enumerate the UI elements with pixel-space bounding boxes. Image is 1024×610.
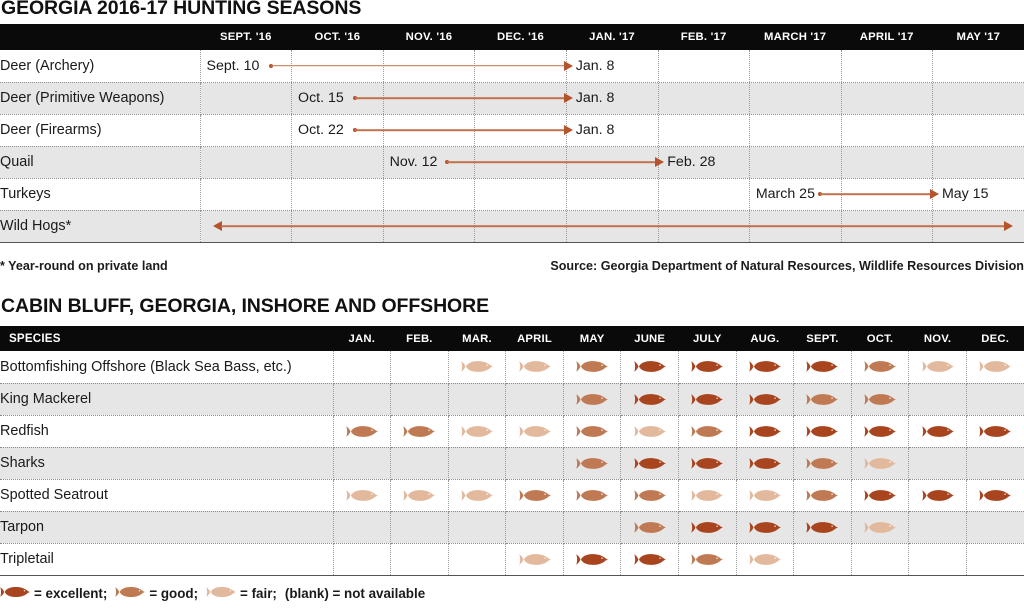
fishing-rating-cell [448,351,506,383]
month-gridline [201,115,293,146]
month-gridline [292,83,384,114]
hunting-row-label: Deer (Archery) [0,50,200,82]
fishing-rating-cell [966,447,1024,479]
fish-fair-icon [206,586,240,601]
fishing-rating-cell [909,415,967,447]
fishing-rating-cell [794,351,852,383]
month-gridline [567,50,659,82]
fishing-rating-cell [391,479,449,511]
fishing-rating-cell [909,511,967,543]
legend-excellent [0,586,115,601]
month-gridlines [201,83,1024,114]
fishing-rating-cell [563,479,621,511]
hunting-row-label: Turkeys [0,178,200,210]
fishing-rating-cell [506,479,564,511]
fishing-rating-cell [563,383,621,415]
fishing-rating-cell [506,543,564,575]
fishing-rating-cell [851,351,909,383]
month-gridline [201,147,293,178]
fishing-row [0,479,1024,511]
fish-good-icon [864,393,896,410]
fish-excellent-icon [691,521,723,538]
fishing-row [0,511,1024,543]
month-gridlines [201,115,1024,146]
fish-fair-icon [403,489,435,506]
season-end-label: Jan. 8 [575,122,615,138]
month-gridline [292,211,384,242]
fishing-table-body [0,351,1024,575]
month-gridline [659,179,751,210]
hunting-month-6: MARCH '17 [764,31,827,43]
month-gridline [659,50,751,82]
fishing-rating-cell [333,415,391,447]
month-gridline [475,211,567,242]
hunting-month-3: DEC. '16 [496,31,544,43]
fishing-rating-cell [678,511,736,543]
fishing-calendar-table [0,326,1024,576]
fish-fair-icon [749,553,781,570]
fishing-rating-cell [621,543,679,575]
fishing-section-title: CABIN BLUFF, GEORGIA, INSHORE AND OFFSHORE [1,295,490,317]
hunting-row-label: Deer (Primitive Weapons) [0,82,200,114]
fish-excellent-icon [634,393,666,410]
fishing-rating-cell [794,383,852,415]
fish-excellent-icon [922,425,954,442]
fishing-rating-cell [678,447,736,479]
month-gridlines [201,50,1024,82]
month-gridline [384,83,476,114]
fishing-rating-cell [448,479,506,511]
fishing-rating-cell [448,543,506,575]
fishing-rating-cell [333,383,391,415]
fish-good-icon [806,489,838,506]
fishing-rating-cell [966,351,1024,383]
fishing-rating-cell [448,415,506,447]
fish-excellent-icon [634,457,666,474]
hunting-month-1: OCT. '16 [314,31,361,43]
fishing-row [0,351,1024,383]
fish-excellent-icon [749,457,781,474]
hunting-month-strip [200,24,1024,50]
hunting-months-header [200,24,1024,50]
fishing-rating-cell [506,511,564,543]
month-gridline [750,179,842,210]
fishing-rating-cell [506,415,564,447]
month-gridline [750,83,842,114]
fishing-rating-cell [794,479,852,511]
fishing-rating-cell [621,351,679,383]
fishing-row [0,447,1024,479]
fishing-month-5: JUNE [621,326,679,351]
fishing-month-9: OCT. [851,326,909,351]
month-gridline [201,83,293,114]
month-gridline [475,50,567,82]
month-gridline [384,179,476,210]
fish-fair-icon [346,489,378,506]
hunting-month-7: APRIL '17 [859,31,914,43]
fishing-row [0,543,1024,575]
month-gridline [475,179,567,210]
fish-excellent-icon [634,553,666,570]
hunting-table-body [0,50,1024,242]
hunting-notes [0,259,1024,273]
month-gridline [292,147,384,178]
fishing-rating-cell [391,415,449,447]
season-end-label: Jan. 8 [575,57,615,74]
month-gridline [201,179,293,210]
fishing-rating-cell [333,479,391,511]
season-start-label: Sept. 10 [206,57,260,74]
month-gridlines [201,147,1024,178]
fishing-rating-cell [448,511,506,543]
hunting-row [0,50,1024,82]
hunting-month-2: NOV. '16 [405,31,453,43]
month-gridline [567,211,659,242]
fish-excellent-icon [691,457,723,474]
fishing-species-name: Spotted Seatrout [0,479,333,511]
hunting-header-row [0,24,1024,50]
month-gridline [659,83,751,114]
fish-fair-icon [519,553,551,570]
month-gridline [384,211,476,242]
fishing-rating-cell [506,447,564,479]
season-end-label: May 15 [941,186,989,202]
month-gridline [750,50,842,82]
fish-fair-icon [461,489,493,506]
month-gridline [842,83,934,114]
month-gridlines [201,179,1024,210]
month-gridline [384,50,476,82]
month-gridline [750,115,842,146]
hunting-section-title: GEORGIA 2016-17 HUNTING SEASONS [1,0,362,19]
fish-good-icon [115,586,149,601]
fish-fair-icon [691,489,723,506]
fishing-rating-cell [563,351,621,383]
fishing-rating-cell [794,447,852,479]
fishing-species-name: King Mackerel [0,383,333,415]
hunting-row-label: Deer (Firearms) [0,114,200,146]
month-gridline [384,115,476,146]
season-start-label: March 25 [755,186,815,202]
fishing-rating-cell [621,383,679,415]
month-gridline [933,211,1024,242]
fishing-month-8: SEPT. [794,326,852,351]
fishing-rating-cell [621,479,679,511]
fish-fair-icon [749,489,781,506]
hunting-footnote: * Year-round on private land [0,259,168,273]
fishing-rating-cell [966,543,1024,575]
month-gridline [933,50,1024,82]
fishing-rating-cell [736,415,794,447]
fishing-species-name: Redfish [0,415,333,447]
fish-good-icon [576,360,608,377]
month-gridline [567,147,659,178]
fishing-rating-cell [333,511,391,543]
fish-fair-icon [864,521,896,538]
month-gridline [842,211,934,242]
hunting-month-0: SEPT. '16 [219,31,272,43]
fishing-rating-cell [678,383,736,415]
month-gridline [292,179,384,210]
fish-excellent-icon [979,489,1011,506]
fishing-rating-cell [794,511,852,543]
hunting-seasons-table [0,24,1024,243]
legend-good-label: = good; [149,586,199,601]
fish-excellent-icon [0,586,34,601]
fishing-rating-cell [736,543,794,575]
hunting-row-timeline [200,178,1024,210]
fishing-month-0: JAN. [333,326,391,351]
fishing-rating-cell [966,383,1024,415]
fishing-rating-cell [736,479,794,511]
fish-fair-icon [519,425,551,442]
season-end-label: Jan. 8 [575,90,615,106]
fishing-rating-cell [851,383,909,415]
month-gridline [659,115,751,146]
fish-excellent-icon [691,393,723,410]
season-end-label: Feb. 28 [667,154,716,170]
fishing-month-3: APRIL [506,326,564,351]
fishing-rating-cell [563,447,621,479]
fish-excellent-icon [806,425,838,442]
fishing-rating-cell [736,447,794,479]
fishing-rating-cell [506,383,564,415]
fish-fair-icon [864,457,896,474]
legend-fair-label: = fair; [240,586,277,601]
month-gridline [933,115,1024,146]
fishing-rating-cell [391,447,449,479]
fishing-species-name: Tripletail [0,543,333,575]
hunting-source: Source: Georgia Department of Natural Resources, Wildlife Resources Division [550,259,1024,273]
hunting-row-timeline [200,82,1024,114]
fishing-rating-cell [736,351,794,383]
fishing-rating-cell [678,543,736,575]
fishing-rating-cell [448,447,506,479]
fishing-rating-cell [909,383,967,415]
fishing-rating-cell [851,511,909,543]
month-gridline [933,147,1024,178]
fishing-rating-cell [621,447,679,479]
fish-excellent-icon [749,521,781,538]
month-gridline [475,147,567,178]
month-gridline [842,50,934,82]
hunting-month-5: FEB. '17 [680,31,727,43]
fishing-rating-cell [909,479,967,511]
hunting-label-header [0,24,200,50]
month-gridline [567,179,659,210]
fishing-rating-cell [621,415,679,447]
season-start-label: Nov. 12 [389,154,438,170]
fish-good-icon [634,521,666,538]
hunting-row-label: Wild Hogs* [0,210,200,242]
month-gridline [475,115,567,146]
fish-excellent-icon [864,425,896,442]
hunting-row [0,210,1024,242]
month-gridline [659,147,751,178]
fish-good-icon [691,425,723,442]
hunting-row-timeline [200,146,1024,178]
hunting-row-timeline [200,210,1024,242]
fishing-species-header: SPECIES [0,326,333,351]
hunting-row [0,146,1024,178]
fishing-rating-cell [909,543,967,575]
fishing-rating-cell [563,415,621,447]
hunting-month-4: JAN. '17 [589,31,635,43]
fishing-rating-cell [678,415,736,447]
fishing-rating-cell [851,415,909,447]
fishing-rating-cell [563,511,621,543]
fish-fair-icon [922,360,954,377]
fishing-species-name: Sharks [0,447,333,479]
fish-fair-icon [979,360,1011,377]
fishing-rating-cell [909,351,967,383]
fishing-header-row [0,326,1024,351]
hunting-month-8: MAY '17 [956,31,1001,43]
fish-good-icon [519,489,551,506]
fishing-rating-cell [736,511,794,543]
fish-excellent-icon [864,489,896,506]
fishing-rating-cell [851,479,909,511]
fish-excellent-icon [979,425,1011,442]
month-gridline [659,211,751,242]
month-gridline [201,211,293,242]
fish-good-icon [806,393,838,410]
month-gridline [842,179,934,210]
fish-excellent-icon [576,553,608,570]
legend-fair [206,586,285,601]
legend-excellent-label: = excellent; [34,586,108,601]
fishing-rating-cell [391,383,449,415]
month-gridline [201,50,293,82]
fishing-month-2: MAR. [448,326,506,351]
fish-excellent-icon [749,393,781,410]
fish-good-icon [634,489,666,506]
fish-fair-icon [461,425,493,442]
fishing-rating-cell [794,543,852,575]
fishing-rating-cell [333,543,391,575]
fish-excellent-icon [922,489,954,506]
month-gridline [750,211,842,242]
fish-good-icon [864,360,896,377]
fish-good-icon [403,425,435,442]
month-gridline [933,179,1024,210]
fishing-month-7: AUG. [736,326,794,351]
fishing-month-6: JULY [678,326,736,351]
fish-fair-icon [461,360,493,377]
fishing-rating-cell [794,415,852,447]
fish-excellent-icon [749,360,781,377]
month-gridline [475,83,567,114]
fishing-month-4: MAY [563,326,621,351]
legend-blank-label: (blank) = not available [284,586,426,601]
fishing-rating-cell [621,511,679,543]
fishing-rating-cell [966,415,1024,447]
season-start-label: Oct. 22 [298,122,344,138]
hunting-row [0,178,1024,210]
fishing-rating-cell [909,447,967,479]
month-gridline [750,147,842,178]
hunting-row-timeline [200,114,1024,146]
fishing-species-name: Tarpon [0,511,333,543]
fishing-row [0,383,1024,415]
fishing-rating-cell [506,351,564,383]
fish-fair-icon [634,425,666,442]
fishing-month-11: DEC. [966,326,1024,351]
month-gridline [842,147,934,178]
fish-good-icon [576,425,608,442]
legend-good [115,586,206,601]
fishing-rating-cell [966,479,1024,511]
month-gridline [933,83,1024,114]
hunting-row [0,114,1024,146]
hunting-row [0,82,1024,114]
fishing-month-10: NOV. [909,326,967,351]
fishing-rating-cell [391,511,449,543]
fishing-rating-cell [333,447,391,479]
fishing-species-name: Bottomfishing Offshore (Black Sea Bass, etc.) [0,351,333,383]
fishing-month-1: FEB. [391,326,449,351]
season-start-label: Oct. 15 [298,90,344,106]
fishing-row [0,415,1024,447]
fishing-rating-cell [736,383,794,415]
fishing-rating-cell [563,543,621,575]
fishing-rating-cell [448,383,506,415]
hunting-row-label: Quail [0,146,200,178]
fishing-rating-cell [851,543,909,575]
fish-good-icon [576,489,608,506]
fish-excellent-icon [806,360,838,377]
month-gridlines [201,211,1024,242]
fish-excellent-icon [806,521,838,538]
hunting-row-timeline [200,50,1024,82]
fishing-rating-cell [678,351,736,383]
fish-good-icon [691,553,723,570]
fish-good-icon [576,393,608,410]
fishing-rating-cell [391,351,449,383]
fish-excellent-icon [691,360,723,377]
month-gridline [292,50,384,82]
fishing-rating-cell [391,543,449,575]
month-gridline [567,83,659,114]
fishing-legend [0,586,425,601]
month-gridline [567,115,659,146]
fishing-rating-cell [851,447,909,479]
fish-good-icon [576,457,608,474]
fishing-rating-cell [333,351,391,383]
month-gridline [384,147,476,178]
fish-excellent-icon [749,425,781,442]
fish-good-icon [806,457,838,474]
fish-fair-icon [519,360,551,377]
fish-good-icon [346,425,378,442]
fishing-rating-cell [966,511,1024,543]
month-gridline [842,115,934,146]
fishing-rating-cell [678,479,736,511]
fish-excellent-icon [634,360,666,377]
month-gridline [292,115,384,146]
